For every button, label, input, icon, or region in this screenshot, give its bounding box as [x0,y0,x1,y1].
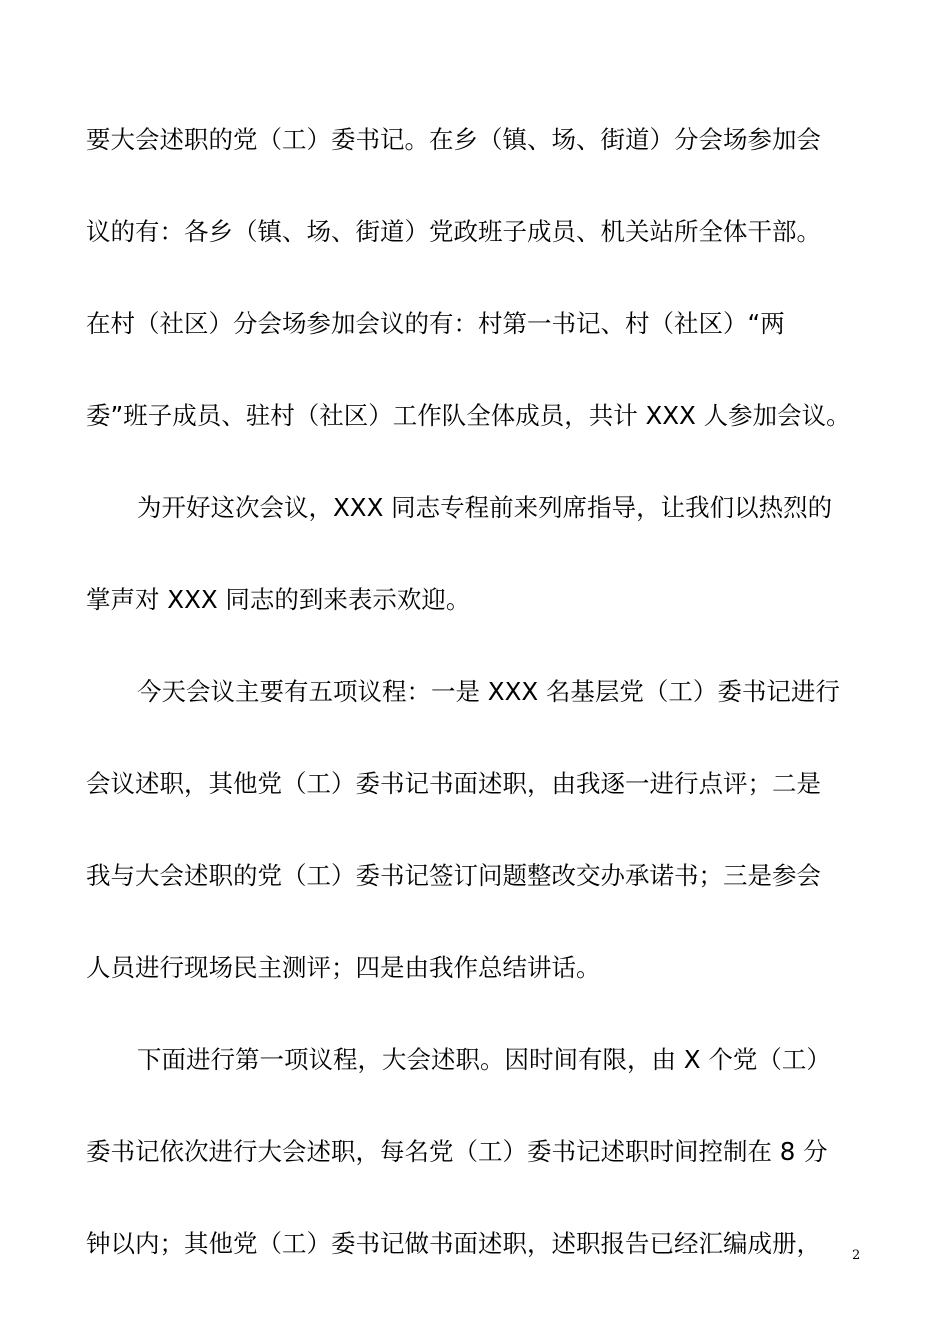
page-number: 2 [852,1248,861,1263]
text-line: 要大会述职的党（工）委书记。在乡（镇、场、街道）分会场参加会 [86,125,821,154]
text-line: 会议述职，其他党（工）委书记书面述职，由我逐一进行点评；二是 [86,769,821,798]
text-line: 钟以内；其他党（工）委书记做书面述职，述职报告已经汇编成册， [86,1229,821,1258]
text-line: 人员进行现场民主测评；四是由我作总结讲话。 [86,953,601,982]
paragraph-first-line: 下面进行第一项议程，大会述职。因时间有限，由 X 个党（工） [137,1045,831,1074]
document-body [86,112,876,1308]
text-line: 在村（社区）分会场参加会议的有：村第一书记、村（社区）“两 [86,309,785,338]
text-line: 委书记依次进行大会述职，每名党（工）委书记述职时间控制在 8 分 [86,1137,828,1166]
text-line: 议的有：各乡（镇、场、街道）党政班子成员、机关站所全体干部。 [86,217,821,246]
paragraph-first-line: 今天会议主要有五项议程：一是 XXX 名基层党（工）委书记进行 [137,677,840,706]
text-line: 我与大会述职的党（工）委书记签订问题整改交办承诺书；三是参会 [86,861,821,890]
text-line: 掌声对 XXX 同志的到来表示欢迎。 [86,585,471,614]
paragraph-first-line: 为开好这次会议，XXX 同志专程前来列席指导，让我们以热烈的 [137,493,833,522]
text-line: 委”班子成员、驻村（社区）工作队全体成员，共计 XXX 人参加会议。 [86,401,851,430]
